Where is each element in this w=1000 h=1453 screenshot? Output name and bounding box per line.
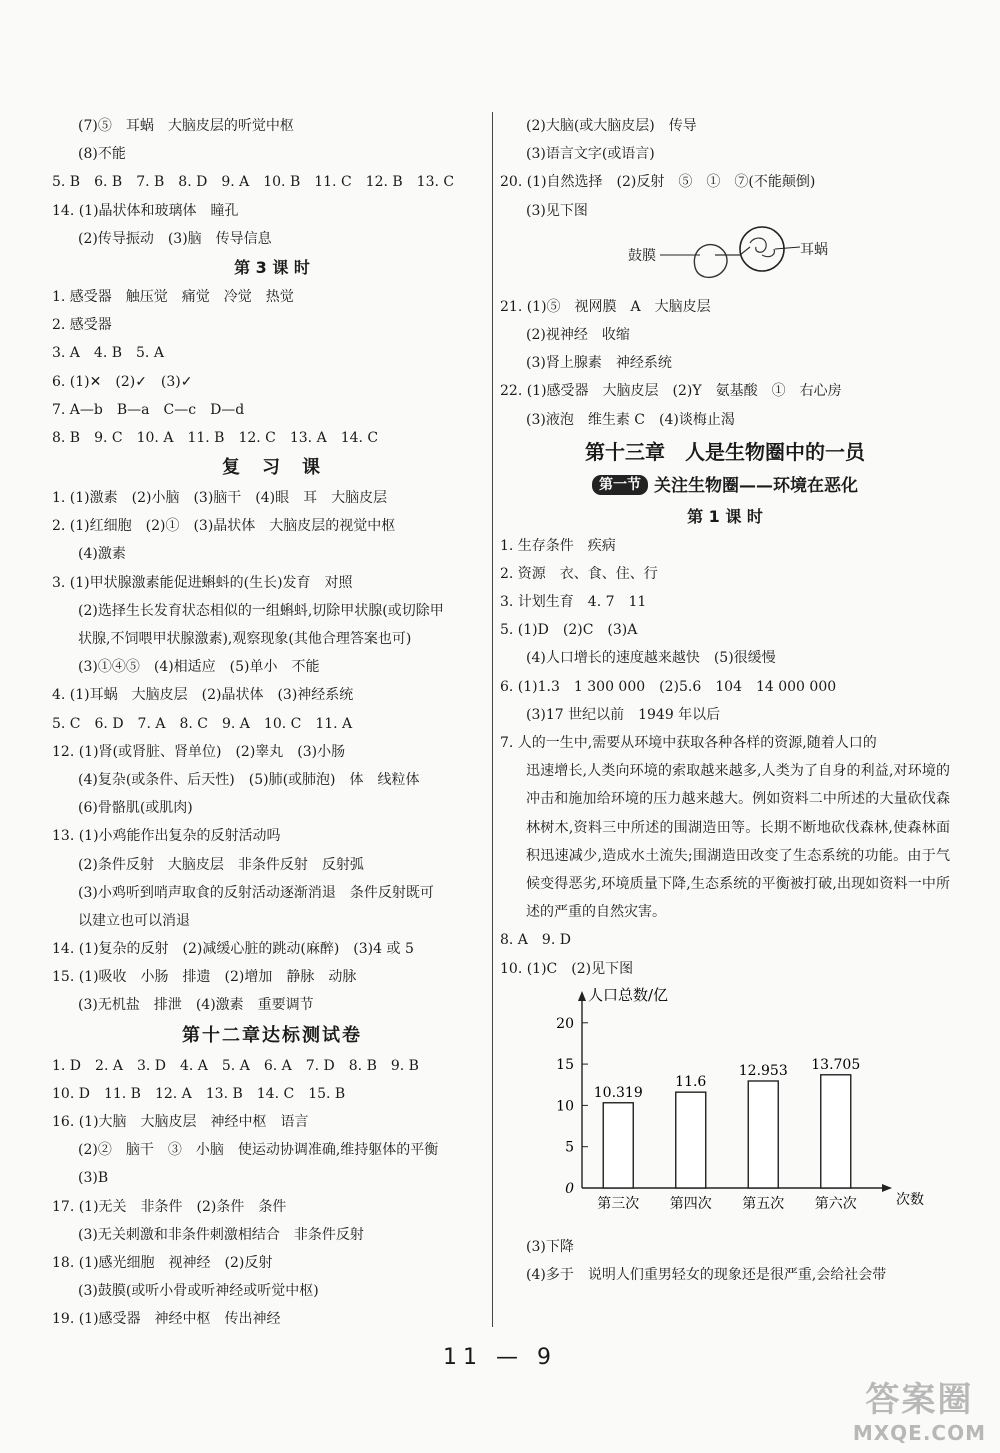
answer-line: (3)见下图 [526,202,588,219]
answer-line: (3)液泡 维生素 C (4)谈梅止渴 [526,411,735,428]
answer-line: (2)视神经 收缩 [526,326,630,343]
watermark-main: 答案圈 [865,1380,974,1420]
bar [821,1075,851,1188]
answer-line: 17. (1)无关 非条件 (2)条件 条件 [52,1198,287,1215]
answer-line: 6. (1)1.3 1 300 000 (2)5.6 104 14 000 000 [500,678,837,695]
answer-line: (4)复杂(或条件、后天性) (5)肺(或肺泡) 体 线粒体 [78,771,420,788]
review-heading: 复 习 课 [222,457,322,479]
ear-diagram [500,225,950,293]
y-axis-label: 人口总数/亿 [588,985,669,1004]
answer-line: 1. (1)激素 (2)小脑 (3)脑干 (4)眼 耳 大脑皮层 [52,490,388,507]
y-tick-label: 20 [556,1015,574,1032]
answer-line: (3)下降 [526,1238,574,1255]
answer-line: 6. (1)✕ (2)✓ (3)✓ [52,373,193,390]
bar [603,1103,633,1188]
answer-line: 4. (1)耳蜗 大脑皮层 (2)晶状体 (3)神经系统 [52,687,354,704]
answer-line: 18. (1)感光细胞 视神经 (2)反射 [52,1254,273,1271]
answer-line: 19. (1)感受器 神经中枢 传出神经 [52,1311,281,1328]
answer-line: (3)无机盐 排泄 (4)激素 重要调节 [78,997,314,1014]
page-number: 11 — 9 [443,1345,557,1370]
answer-line: 5. B 6. B 7. B 8. D 9. A 10. B 11. C 12. B 13. C [52,174,455,191]
bar-value-label: 11.6 [675,1073,707,1090]
answer-line: (3)17 世纪以前 1949 年以后 [526,706,721,723]
answer-line: (3)B [78,1170,109,1187]
answer-line: 2. 感受器 [52,317,112,334]
left-column [52,112,492,1334]
answer-line: (7)⑤ 耳蜗 大脑皮层的听觉中枢 [78,118,294,134]
answer-line: 2. (1)红细胞 (2)① (3)晶状体 大脑皮层的视觉中枢 [52,518,396,535]
answer-line: 13. (1)小鸡能作出复杂的反射活动吗 [52,828,281,845]
answer-line: (3)鼓膜(或听小骨或听神经或听觉中枢) [78,1283,319,1300]
answer-line: (3)无关刺激和非条件刺激相结合 非条件反射 [78,1226,364,1243]
answer-line: (8)不能 [78,146,126,163]
answer-line: 5. (1)D (2)C (3)A [500,622,638,639]
answer-line: 3. A 4. B 5. A [52,345,164,362]
answer-line: (3)①④⑤ (4)相适应 (5)单小 不能 [78,659,320,676]
y-tick-label: 15 [556,1056,574,1073]
answer-line: (3)小鸡听到哨声取食的反射活动逐渐消退 条件反射既可 [78,884,434,901]
bar-value-label: 13.705 [811,1056,861,1073]
section-badge: 第一节 [592,475,648,495]
y-tick-label: 0 [565,1180,574,1197]
answer-line: 7. A—b B—a C—c D—d [52,401,245,418]
fig-label-cochlea: 耳蜗 [800,241,828,258]
right-column [500,112,950,1289]
answer-line: (2)传导振动 (3)脑 传导信息 [78,230,272,247]
answer-line: 以建立也可以消退 [78,912,190,929]
answer-line: (2)条件反射 大脑皮层 非条件反射 反射弧 [78,856,364,873]
answer-line: 14. (1)晶状体和玻璃体 瞳孔 [52,202,239,219]
answer-line: 10. D 11. B 12. A 13. B 14. C 15. B [52,1085,346,1102]
x-tick-label: 第四次 [669,1195,712,1212]
answer-line: (4)激素 [78,546,126,563]
test-heading: 第十二章达标测试卷 [182,1024,362,1046]
x-tick-label: 第六次 [814,1195,857,1212]
ear-illustration [500,225,950,293]
answer-line: (2)选择生长发育状态相似的一组蝌蚪,切除甲状腺(或切除甲 [78,602,444,619]
answer-line: (4)人口增长的速度越来越快 (5)很缓慢 [526,650,776,667]
answer-line: 1. 生存条件 疾病 [500,537,616,554]
lesson-heading: 第 1 课 时 [687,506,763,526]
answer-line: 8. B 9. C 10. A 11. B 12. C 13. A 14. C [52,429,379,446]
answer-line: 22. (1)感受器 大脑皮层 (2)Y 氨基酸 ① 右心房 [500,383,842,400]
x-axis-arrow [882,1184,892,1192]
answer-paragraph: 迅速增长,人类向环境的索取越来越多,人类为了自身的利益,对环境的冲击和施加给环境的压力越来越大。例如资料二中所述的大量砍伐森林树木,资料三中所述的围湖造田等。长期不断地砍伐森林,使森林面积迅速减少,造成水土流失;围湖造田改变了生态系统的功能。由于气候变得恶劣,环境质量下降,生态系统的平衡被打破,出现如资料一中所述的严重的自然灾害。 [526,763,950,921]
answer-line: 1. D 2. A 3. D 4. A 5. A 6. A 7. D 8. B 9. B [52,1057,419,1074]
answer-line: 5. C 6. D 7. A 8. C 9. A 10. C 11. A [52,715,353,732]
answer-line: (2)② 脑干 ③ 小脑 使运动协调准确,维持躯体的平衡 [78,1142,439,1159]
answer-line: (6)骨骼肌(或肌肉) [78,800,193,817]
answer-line: 1. 感受器 触压觉 痛觉 冷觉 热觉 [52,288,294,305]
answer-line: 16. (1)大脑 大脑皮层 神经中枢 语言 [52,1114,309,1130]
answer-line: 2. 资源 衣、食、住、行 [500,565,658,582]
answer-line: 10. (1)C (2)见下图 [500,960,634,977]
answer-line: (3)语言文字(或语言) [526,146,655,163]
chart-canvas [500,983,950,1233]
answer-line: 15. (1)吸收 小肠 排遗 (2)增加 静脉 动脉 [52,969,357,986]
bar [676,1092,706,1188]
answer-line: 12. (1)肾(或肾脏、肾单位) (2)睾丸 (3)小肠 [52,743,346,760]
watermark-sub: MXQE.COM [852,1421,986,1445]
answer-line: 3. 计划生育 4. 7 11 [500,594,647,611]
answer-line: (4)多于 说明人们重男轻女的现象还是很严重,会给社会带 [526,1266,887,1283]
answer-line: 8. A 9. D [500,932,571,949]
population-bar-chart [500,983,950,1233]
answer-line: (3)肾上腺素 神经系统 [526,355,672,372]
bar-value-label: 10.319 [593,1084,643,1101]
answer-line: 状腺,不饲喂甲状腺激素),观察现象(其他合理答案也可) [78,631,412,647]
answer-line: 7. 人的一生中,需要从环境中获取各种各样的资源,随着人口的 [500,735,877,751]
bar [748,1081,778,1188]
column-divider [492,112,493,1327]
answer-line: 3. (1)甲状腺激素能促进蝌蚪的(生长)发育 对照 [52,574,353,591]
section-title: 关注生物圈——环境在恶化 [654,475,858,496]
answer-line: 21. (1)⑤ 视网膜 A 大脑皮层 [500,298,711,315]
bar-value-label: 12.953 [738,1062,788,1079]
answer-line: 14. (1)复杂的反射 (2)减缓心脏的跳动(麻醉) (3)4 或 5 [52,941,414,958]
section-heading [500,470,950,502]
x-tick-label: 第三次 [597,1195,640,1212]
answer-line: (2)大脑(或大脑皮层) 传导 [526,118,697,134]
chapter-heading: 第十三章 人是生物圈中的一员 [585,439,865,464]
watermark-logo [853,1372,986,1445]
answer-line: 20. (1)自然选择 (2)反射 ⑤ ① ⑦(不能颠倒) [500,174,816,191]
y-axis-arrow [578,991,586,1001]
x-tick-label: 第五次 [742,1195,785,1212]
lesson-heading: 第 3 课 时 [234,257,310,277]
fig-label-eardrum: 鼓膜 [628,247,656,264]
y-tick-label: 5 [565,1139,574,1156]
x-axis-label: 次数 [896,1191,924,1208]
y-tick-label: 10 [556,1098,574,1115]
